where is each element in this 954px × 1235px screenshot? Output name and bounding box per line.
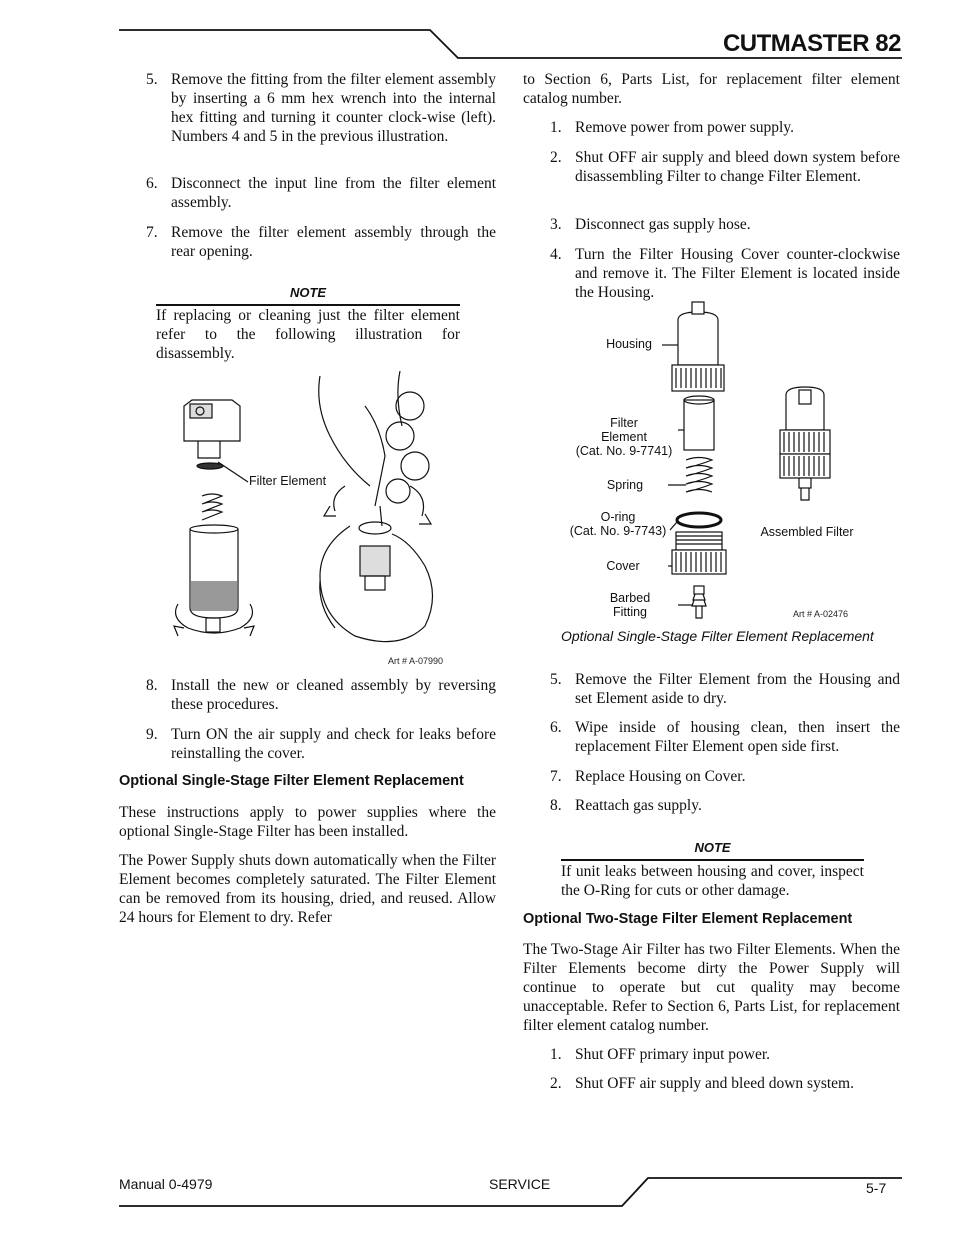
filter-disassembly-illustration [170, 366, 450, 671]
assembled-filter-label: Assembled Filter [760, 525, 854, 539]
paragraph: to Section 6, Parts List, for replacement filter element catalog number. [523, 71, 900, 107]
page-title: CUTMASTER 82 [722, 30, 901, 57]
section-heading: Optional Single-Stage Filter Element Replacement [119, 773, 464, 789]
note-rule [561, 859, 864, 861]
housing-label: Housing [606, 337, 652, 351]
art-number: Art # A-07990 [388, 656, 444, 666]
note-text: If unit leaks between housing and cover, inspect the O-Ring for cuts or other damage. [561, 863, 864, 899]
manual-number: Manual 0-4979 [119, 1176, 213, 1192]
paragraph: These instructions apply to power supplies where the optional Single-Stage Filter has been installed. [119, 804, 496, 840]
figure-caption: Optional Single-Stage Filter Element Replacement [561, 628, 874, 644]
filter-element-label: Filter Element [249, 474, 327, 488]
oring-label: O-ring (Cat. No. 9-7743) [569, 510, 667, 538]
section-heading: Optional Two-Stage Filter Element Replacement [523, 911, 853, 927]
section-name: SERVICE [489, 1176, 551, 1192]
spring-label: Spring [606, 478, 644, 492]
paragraph: The Power Supply shuts down automatically when the Filter Element becomes completely saturated. The Filter Element can be removed from its housing, dried, and reused. Allow 24 hours for Element to dry. Refer [119, 852, 496, 926]
note-title: NOTE [289, 285, 327, 300]
barbed-fitting-label: Barbed Fitting [609, 591, 651, 619]
single-stage-filter-illustration [660, 300, 860, 625]
note-title: NOTE [694, 840, 731, 855]
art-number: Art # A-02476 [793, 609, 849, 619]
paragraph: The Two-Stage Air Filter has two Filter Elements. When the Filter Elements become dirty the Power Supply will continue to operate but cut quality may become unacceptable. Refer to Section 6, Parts List, for replacement filter element catalog number. [523, 941, 900, 1034]
page-number: 5-7 [866, 1180, 887, 1196]
cover-label: Cover [606, 559, 640, 573]
note-text: If replacing or cleaning just the filter element refer to the following illustration for disassembly. [156, 307, 460, 362]
filter-element-label: Filter Element (Cat. No. 9-7741) [575, 416, 673, 458]
